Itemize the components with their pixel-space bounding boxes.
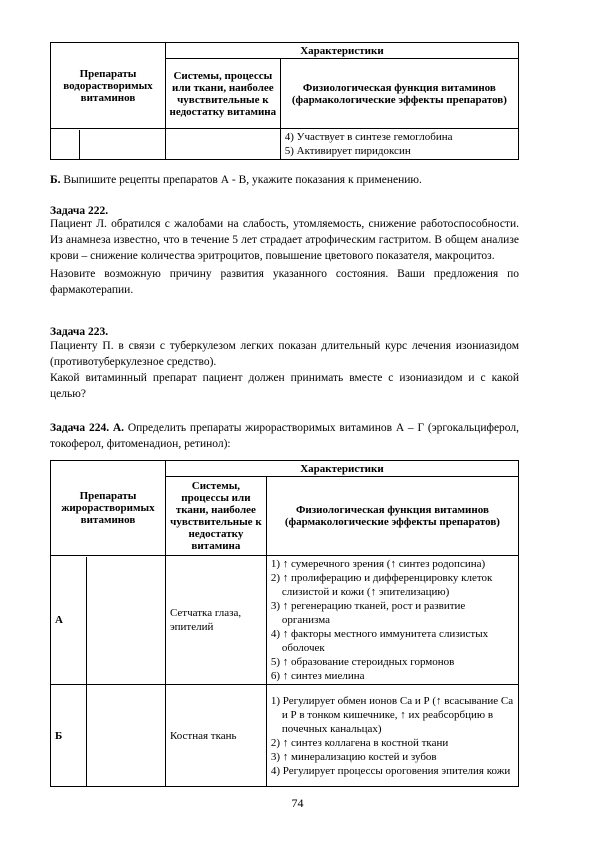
list-item: 4) Регулирует процессы ороговения эпителия кожи xyxy=(270,764,511,777)
task-223-title: Задача 223. xyxy=(50,326,109,338)
section-b-text: Выпишите рецепты препаратов А - В, укажите показания к применению. xyxy=(63,174,422,186)
list-item: 2) ↑ синтез коллагена в костной ткани xyxy=(270,736,449,749)
table-row xyxy=(51,556,519,685)
list-item: 3) ↑ минерализацию костей и зубов xyxy=(270,750,437,763)
table2-col1-header: Препараты жирорастворимых витаминов xyxy=(51,461,166,556)
section-b-label: Б. xyxy=(50,174,61,186)
water-soluble-vitamins-table xyxy=(50,42,519,160)
task-222-question: Назовите возможную причину развития указанного состояния. Ваши предложения по фармакотерапии. xyxy=(50,268,519,296)
list-item: 2) ↑ пролиферацию и дифференцировку клеток слизистой и кожи (↑ эпителизацию) xyxy=(270,572,493,598)
list-item: 4) ↑ факторы местного иммунитета слизистых оболочек xyxy=(270,628,489,654)
list-item: 5) ↑ образование стероидных гормонов xyxy=(270,656,455,668)
table1-tissue-cell xyxy=(165,129,280,160)
list-item: 5) Активирует пиридоксин xyxy=(284,145,411,157)
list-item: 3) ↑ регенерацию тканей, рост и развитие организма xyxy=(270,600,466,626)
table2-col2-header: Системы, процессы или ткани, наиболее чувствительные к недостатку витамина xyxy=(165,477,266,556)
table1-col1-header: Препараты водорастворимых витаминов xyxy=(51,43,166,129)
table1-function-cell xyxy=(280,129,518,160)
row-letter: Б xyxy=(51,685,87,786)
task-224-title: Задача 224. А. xyxy=(50,422,125,434)
task-222-title: Задача 222. xyxy=(50,205,109,217)
list-item: 1) ↑ сумеречного зрения (↑ синтез родопсина) xyxy=(270,558,486,570)
task-224-text: Определить препараты жирорастворимых витаминов А – Г (эргокальциферол, токоферол, фитоменадион, ретинол): xyxy=(50,422,520,450)
table1-group-header: Характеристики xyxy=(165,43,518,59)
tissue-cell: Сетчатка глаза, эпителий xyxy=(165,556,266,685)
tissue-cell: Костная ткань xyxy=(165,685,266,787)
task-223-text: Пациенту П. в связи с туберкулезом легких показан длительный курс лечения изониазидом (противотуберкулезное средство). xyxy=(50,340,519,368)
section-b xyxy=(50,172,519,188)
task-223-question: Какой витаминный препарат пациент должен принимать вместе с изониазидом и с какой целью? xyxy=(50,372,519,400)
page-number: 74 xyxy=(291,796,304,810)
table-row xyxy=(51,685,519,787)
row-letter: А xyxy=(51,557,87,684)
drug-cell xyxy=(51,685,166,787)
table1-col3-header: Физиологическая функция витаминов (фармакологические эффекты препаратов) xyxy=(280,59,518,129)
function-cell xyxy=(266,556,518,685)
list-item: 4) Участвует в синтезе гемоглобина xyxy=(284,131,453,143)
task-224-intro xyxy=(50,420,519,452)
table1-col2-header: Системы, процессы или ткани, наиболее чувствительные к недостатку витамина xyxy=(165,59,280,129)
list-item: 6) ↑ синтез миелина xyxy=(270,670,365,682)
fat-soluble-vitamins-table xyxy=(50,460,519,787)
list-item: 1) Регулирует обмен ионов Са и Р (↑ всасывание Са и Р в тонком кишечнике, ↑ их реабсорбцию в почечных канальцах) xyxy=(270,694,514,735)
drug-cell xyxy=(51,556,166,685)
table2-group-header: Характеристики xyxy=(165,461,518,477)
task-222-text: Пациент Л. обратился с жалобами на слабость, утомляемость, снижение работоспособности. Из анамнеза известно, что в течение 5 лет страдает атрофическим гастритом. В общем анализе крови – снижение количества эритроцитов, повышение цветового показателя, макроцитоз. xyxy=(50,218,519,262)
table2-col3-header: Физиологическая функция витаминов (фармакологические эффекты препаратов) xyxy=(266,477,518,556)
table1-drug-cell xyxy=(51,129,166,160)
function-cell xyxy=(266,685,518,787)
